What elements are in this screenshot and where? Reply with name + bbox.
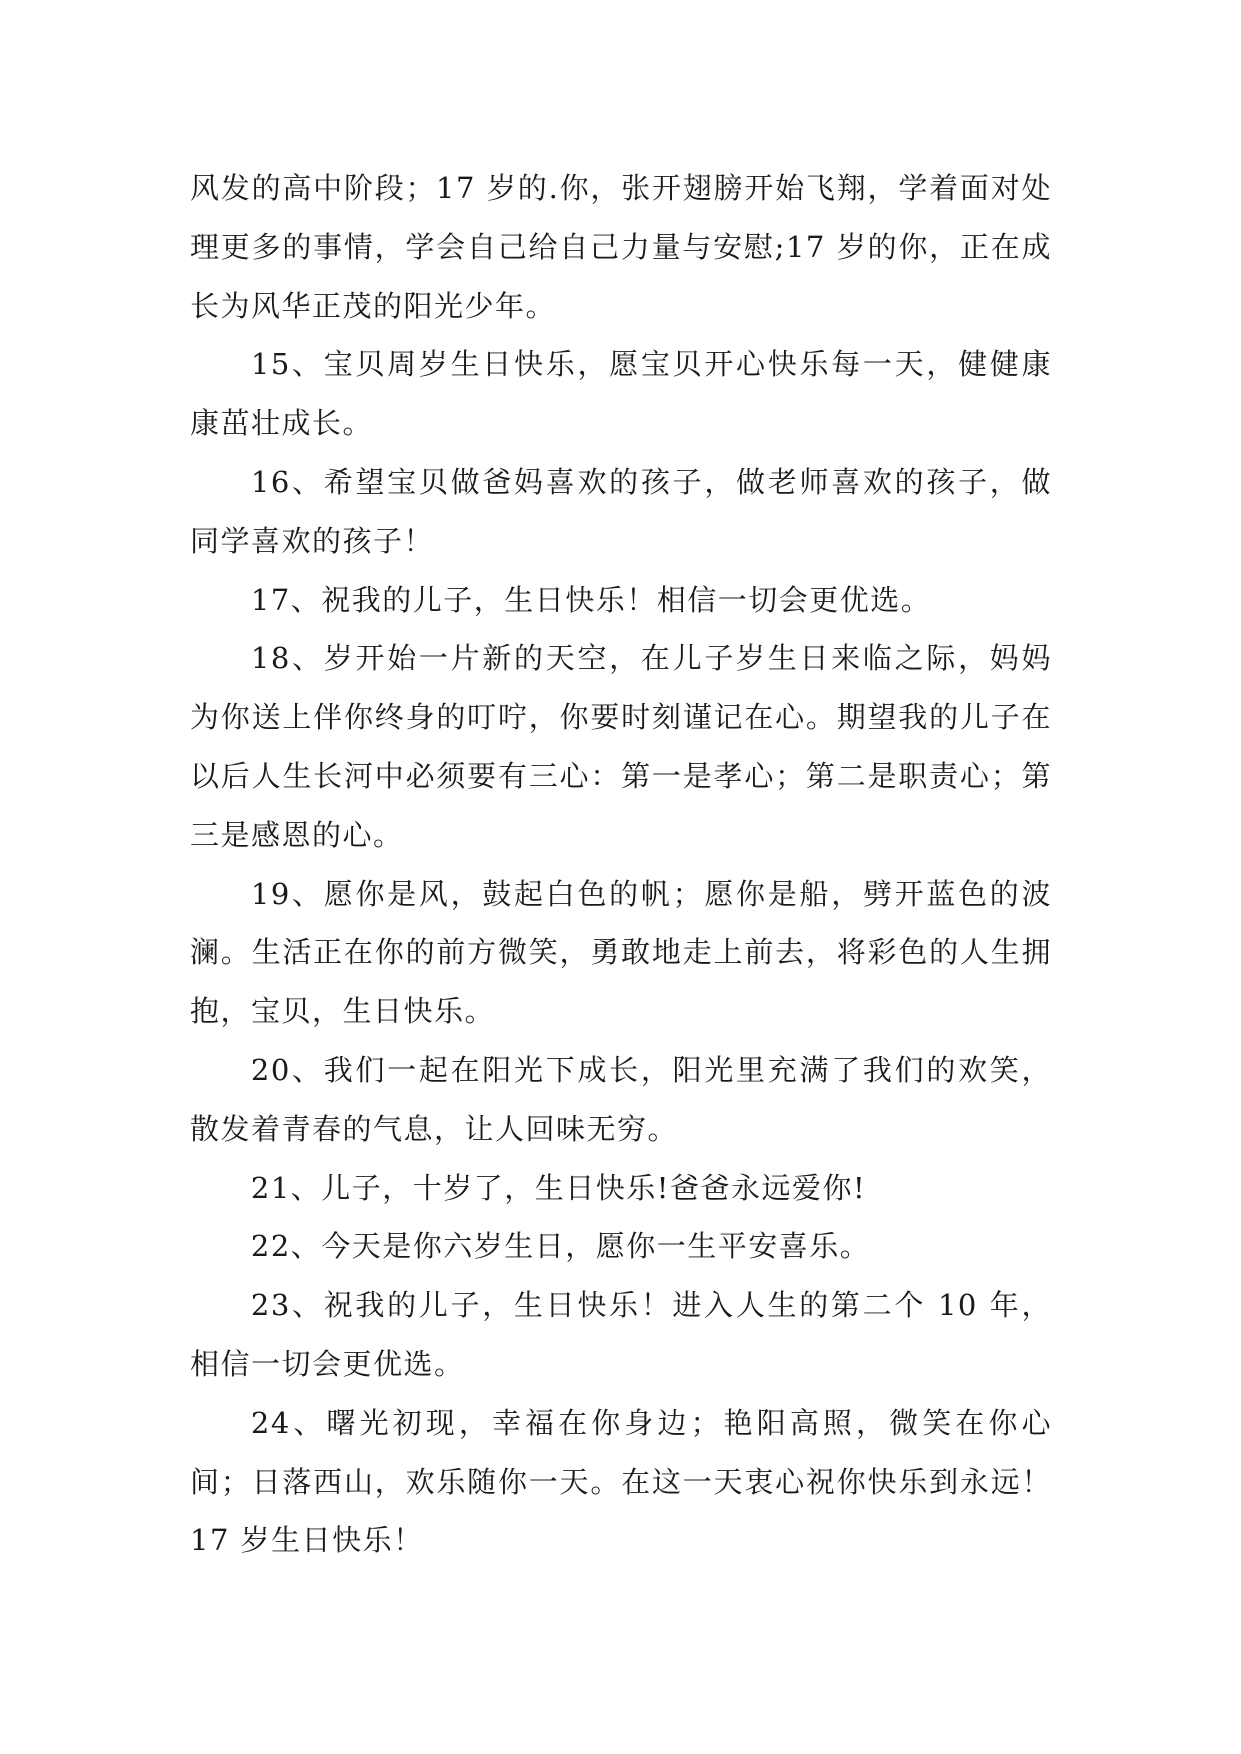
paragraph-6: 19、愿你是风，鼓起白色的帆；愿你是船，劈开蓝色的波澜。生活正在你的前方微笑，勇敢地走上前去，将彩色的人生拥抱，宝贝，生日快乐。	[190, 876, 1052, 1029]
paragraph-10: 23、祝我的儿子，生日快乐！进入人生的第二个 10 年，相信一切会更优选。	[190, 1288, 1052, 1381]
paragraph-7: 20、我们一起在阳光下成长，阳光里充满了我们的欢笑，散发着青春的气息，让人回味无穷。	[190, 1052, 1052, 1146]
paragraph-8: 21、儿子，十岁了，生日快乐!爸爸永远爱你!	[250, 1170, 867, 1205]
document-body	[190, 159, 1052, 1570]
paragraph-11: 24、曙光初现，幸福在你身边；艳阳高照，微笑在你心间；日落西山，欢乐随你一天。在这一天衷心祝你快乐到永远！17 岁生日快乐！	[190, 1405, 1052, 1558]
paragraph-9: 22、今天是你六岁生日，愿你一生平安喜乐。	[250, 1229, 871, 1264]
paragraph-3: 16、希望宝贝做爸妈喜欢的孩子，做老师喜欢的孩子，做同学喜欢的孩子！	[190, 464, 1052, 558]
paragraph-2: 15、宝贝周岁生日快乐，愿宝贝开心快乐每一天，健健康康茁壮成长。	[190, 347, 1052, 441]
paragraph-4: 17、祝我的儿子，生日快乐！相信一切会更优选。	[250, 582, 932, 617]
paragraph-5: 18、岁开始一片新的天空，在儿子岁生日来临之际，妈妈为你送上伴你终身的叮咛，你要时刻谨记在心。期望我的儿子在以后人生长河中必须要有三心：第一是孝心；第二是职责心；第三是感恩的心。	[190, 641, 1052, 852]
paragraph-1: 风发的高中阶段；17 岁的.你，张开翅膀开始飞翔，学着面对处理更多的事情，学会自己给自己力量与安慰;17 岁的你，正在成长为风华正茂的阳光少年。	[190, 171, 1052, 323]
